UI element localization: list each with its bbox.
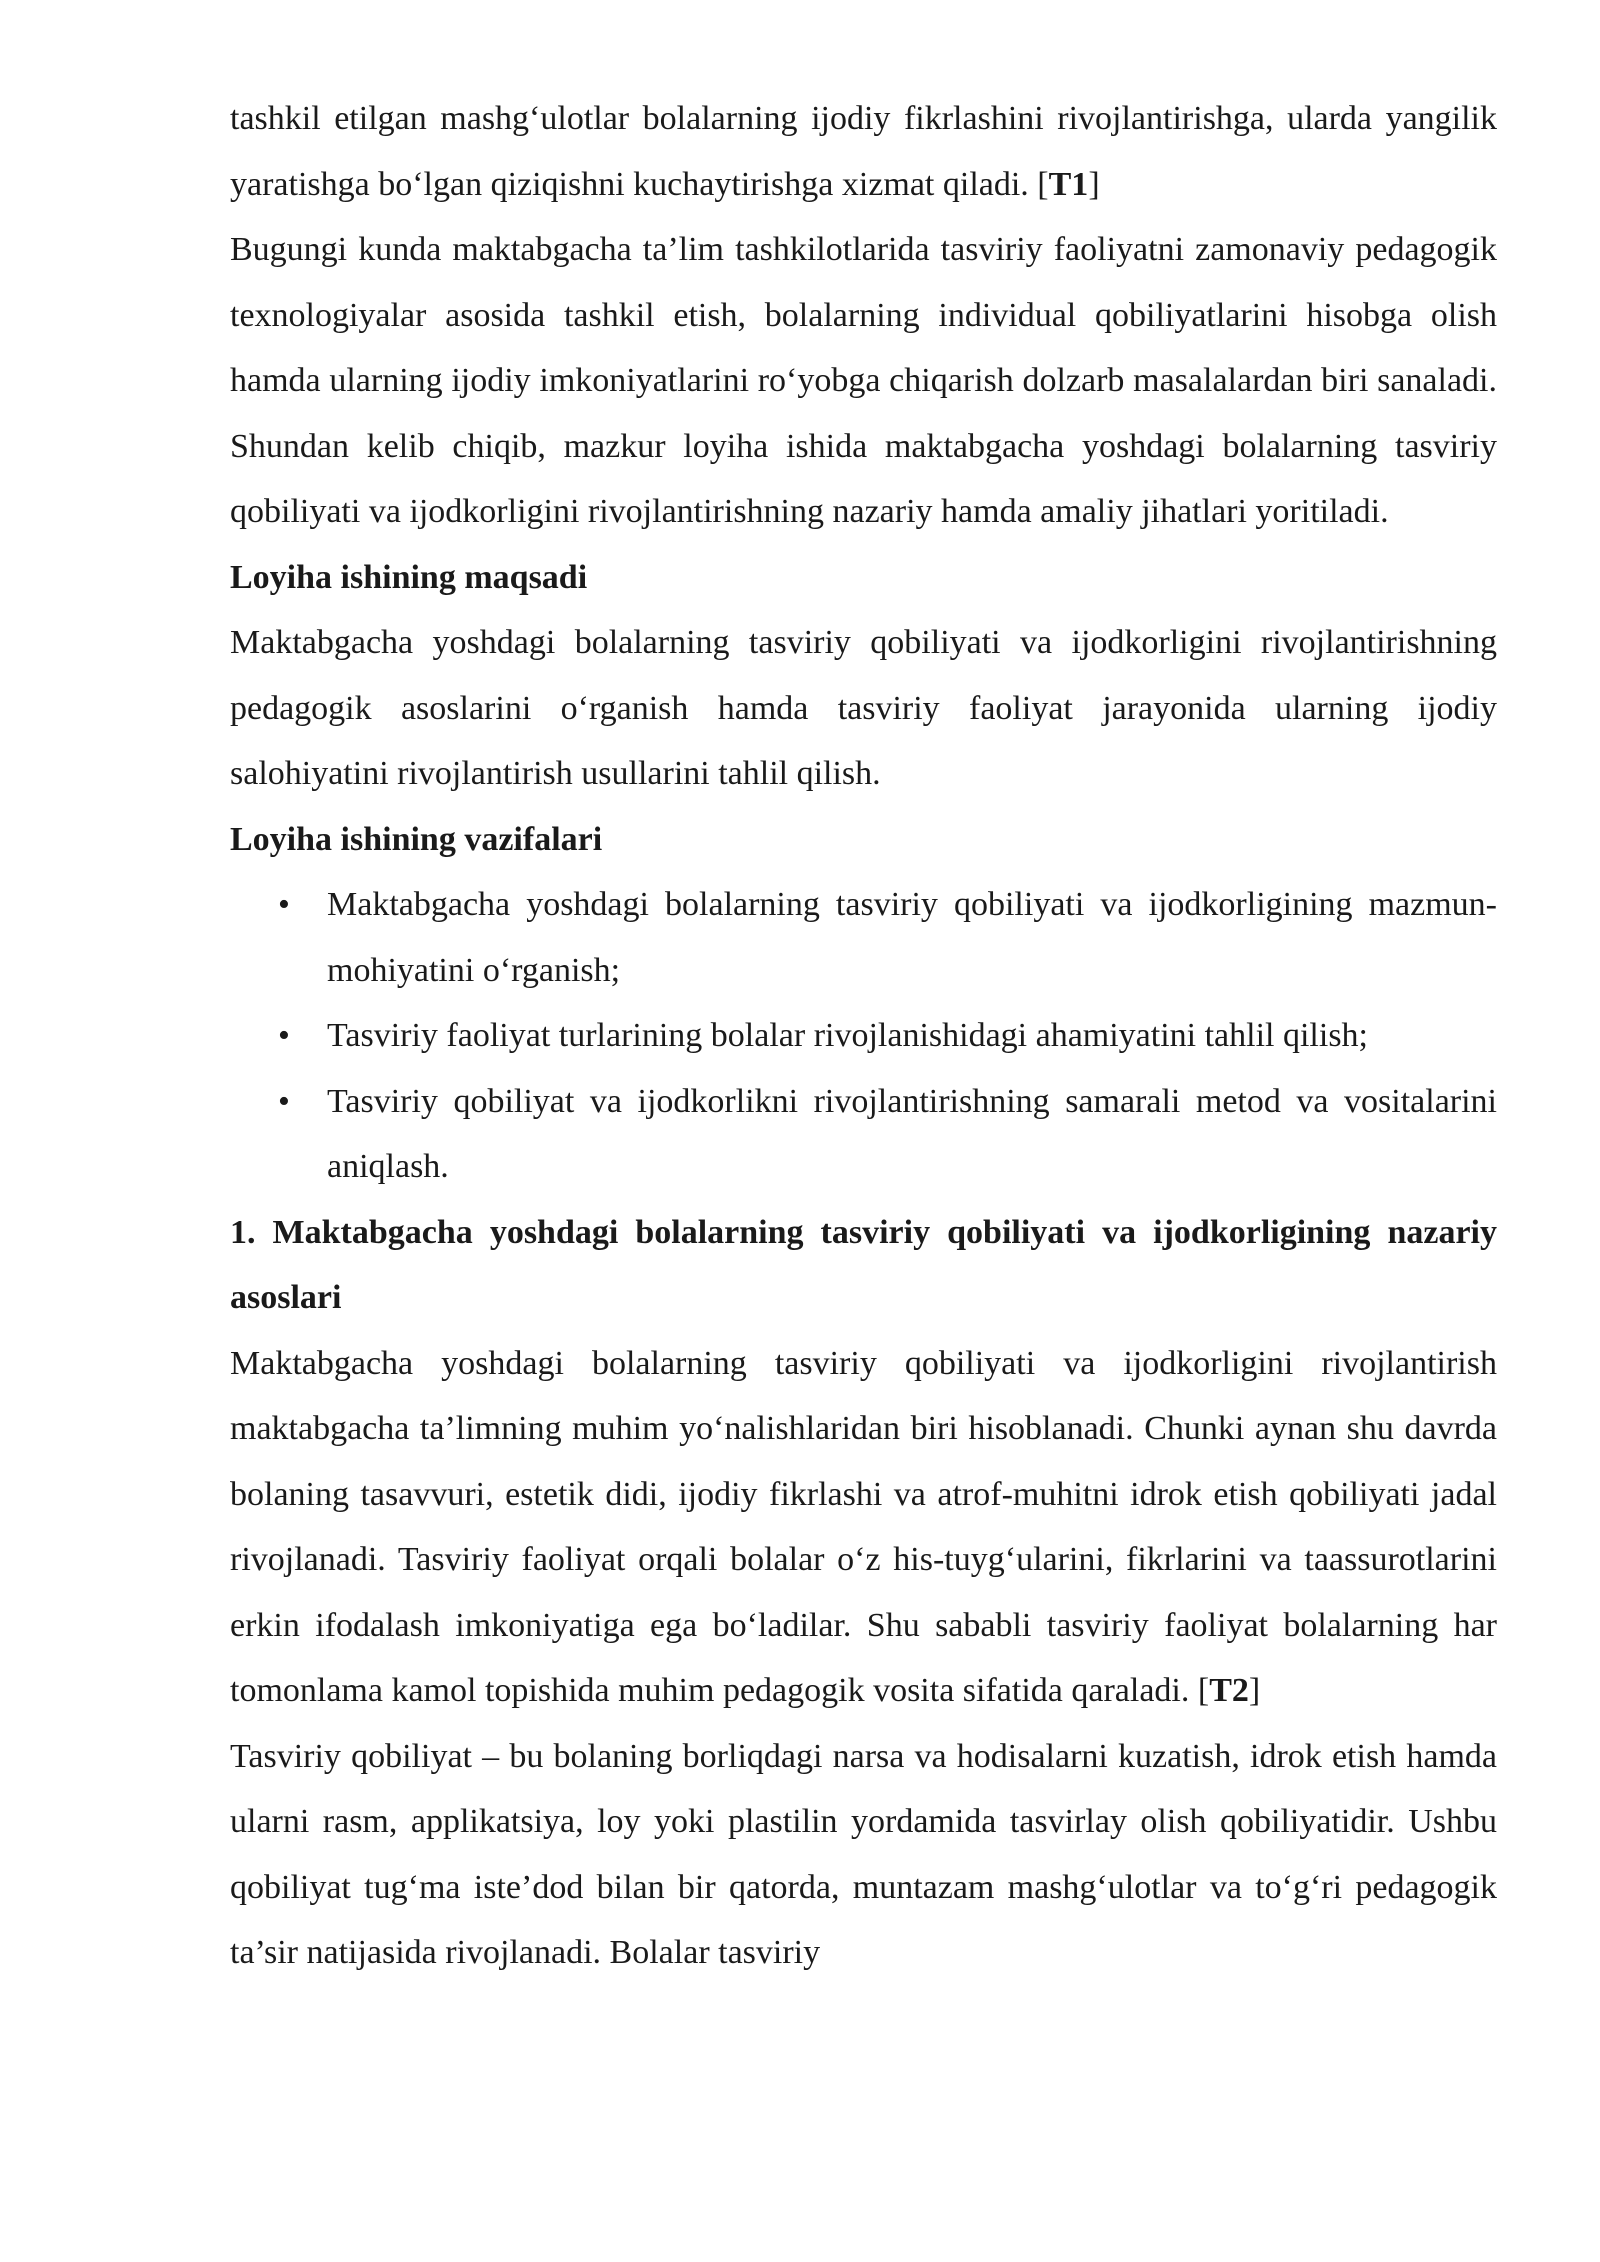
heading-goal: Loyiha ishining maqsadi [230, 558, 588, 596]
heading-tasks: Loyiha ishining vazifalari [230, 820, 603, 858]
list-item-text: Maktabgacha yoshdagi bolalarning tasviriy qobiliyati va ijodkorligining mazmun-mohiyatini o‘rganish; [327, 886, 1497, 989]
paragraph-text: tashkil etilgan mashg‘ulotlar bolalarning ijodiy fikrlashini rivojlantirishga, ularda yangilik yaratishga bo‘lgan qiziqishni kuchaytirishga xizmat qiladi. [ [230, 100, 1497, 203]
paragraph-goal: Maktabgacha yoshdagi bolalarning tasviriy qobiliyati va ijodkorligini rivojlantirishning pedagogik asoslarini o‘rganish hamda tasviriy faoliyat jarayonida ularning ijodiy salohiyatini rivojlantirish usullarini tahlil qilish. [230, 624, 1497, 792]
list-item [230, 1069, 1497, 1200]
paragraph-text: Maktabgacha yoshdagi bolalarning tasviriy qobiliyati va ijodkorligini rivojlantirish maktabgacha ta’limning muhim yo‘nalishlaridan biri hisoblanadi. Chunki aynan shu davrda bolaning tasavvuri, estetik didi, ijodiy fikrlashi va atrof-muhitni idrok etish qobiliyati jadal rivojlanadi. Tasviriy faoliyat orqali bolalar o‘z his-tuyg‘ularini, fikrlarini va taassurotlarini erkin ifodalash imkoniyatiga ega bo‘ladilar. Shu sababli tasviriy faoliyat bolalarning har tomonlama kamol topishida muhim pedagogik vosita sifatida qaraladi. [ [230, 1344, 1497, 1709]
document-page [230, 86, 1497, 1986]
paragraph-definition: Tasviriy qobiliyat – bu bolaning borliqdagi narsa va hodisalarni kuzatish, idrok etish hamda ularni rasm, applikatsiya, loy yoki plastilin yordamida tasvirlay olish qobiliyatidir. Ushbu qobiliyat tug‘ma iste’dod bilan bir qatorda, muntazam mashg‘ulotlar va to‘g‘ri pedagogik ta’sir natijasida rivojlanadi. Bolalar tasviriy [230, 1737, 1497, 1971]
list-item-text: Tasviriy faoliyat turlarining bolalar rivojlanishidagi ahamiyatini tahlil qilish; [327, 1017, 1369, 1054]
paragraph-section1-intro [230, 1331, 1497, 1724]
reference-bracket: ] [1248, 1672, 1261, 1709]
tasks-list [230, 872, 1497, 1200]
reference-bracket: ] [1088, 165, 1100, 203]
bullet-icon: • [278, 1082, 290, 1120]
reference-t1: T1 [1048, 165, 1089, 203]
list-item [230, 1003, 1497, 1069]
reference-t2: T2 [1209, 1672, 1249, 1709]
list-item [230, 872, 1497, 1003]
paragraph-intro-continuation [230, 86, 1497, 217]
bullet-icon: • [278, 886, 290, 923]
paragraph-relevance: Bugungi kunda maktabgacha ta’lim tashkilotlarida tasviriy faoliyatni zamonaviy pedagogik texnologiyalar asosida tashkil etish, bolalarning individual qobiliyatlarini hisobga olish hamda ularning ijodiy imkoniyatlarini ro‘yobga chiqarish dolzarb masalalardan biri sanaladi. Shundan kelib chiqib, mazkur loyiha ishida maktabgacha yoshdagi bolalarning tasviriy qobiliyati va ijodkorligini rivojlantirishning nazariy hamda amaliy jihatlari yoritiladi. [230, 231, 1497, 530]
bullet-icon: • [278, 1017, 290, 1054]
list-item-text: Tasviriy qobiliyat va ijodkorlikni rivojlantirishning samarali metod va vositalarini aniqlash. [327, 1082, 1497, 1185]
section-heading-1: 1. Maktabgacha yoshdagi bolalarning tasviriy qobiliyati va ijodkorligining nazariy asoslari [230, 1213, 1497, 1316]
